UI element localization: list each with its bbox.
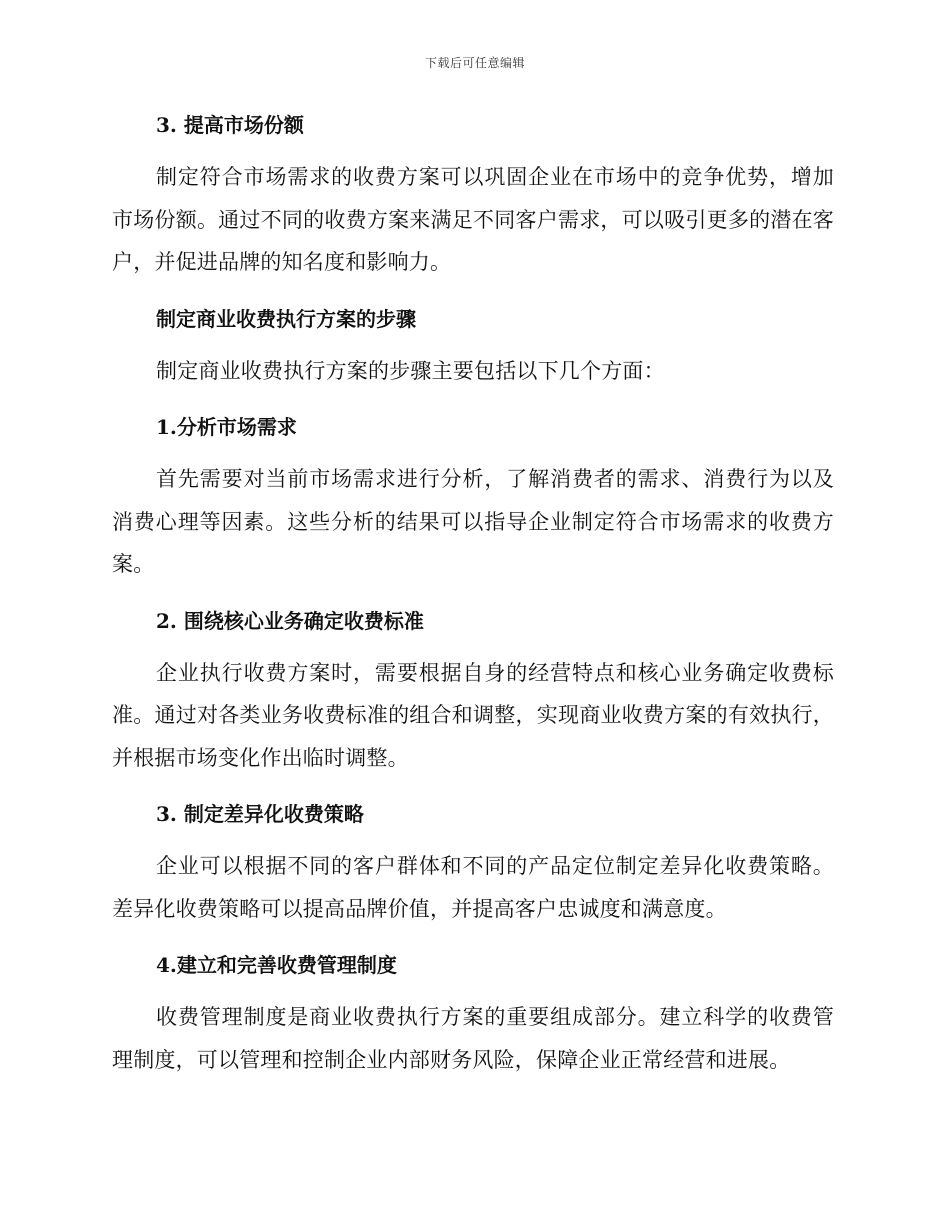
section-heading-core-business: 2. 围绕核心业务确定收费标准 <box>156 608 424 633</box>
section-heading-differentiated-pricing: 3. 制定差异化收费策略 <box>156 802 364 826</box>
section-heading-analyze-demand: 1.分析市场需求 <box>156 415 297 439</box>
paragraph-steps-intro: 制定商业收费执行方案的步骤主要包括以下几个方面： <box>156 358 665 383</box>
section-heading-steps: 制定商业收费执行方案的步骤 <box>156 306 416 331</box>
paragraph-market-share: 制定符合市场需求的收费方案可以巩固企业在市场中的竞争优势，增加市场份额。通过不同的收费方案来满足不同客户需求，可以吸引更多的潜在客户，并促进品牌的知名度和影响力。 <box>112 165 834 274</box>
section-heading-market-share: 3. 提高市场份额 <box>156 113 304 137</box>
paragraph-management-system: 收费管理制度是商业收费执行方案的重要组成部分。建立科学的收费管理制度，可以管理和控制企业内部财务风险，保障企业正常经营和进展。 <box>112 1005 834 1072</box>
paragraph-analyze-demand: 首先需要对当前市场需求进行分析，了解消费者的需求、消费行为以及消费心理等因素。这些分析的结果可以指导企业制定符合市场需求的收费方案。 <box>112 467 834 576</box>
section-heading-management-system: 4.建立和完善收费管理制度 <box>156 953 397 977</box>
page-header: 下载后可任意编辑 <box>424 56 525 70</box>
paragraph-core-business: 企业执行收费方案时，需要根据自身的经营特点和核心业务确定收费标准。通过对各类业务收费标准的组合和调整，实现商业收费方案的有效执行，并根据市场变化作出临时调整。 <box>112 660 834 770</box>
document-body <box>112 108 834 1099</box>
paragraph-differentiated-pricing: 企业可以根据不同的客户群体和不同的产品定位制定差异化收费策略。差异化收费策略可以提高品牌价值，并提高客户忠诚度和满意度。 <box>112 854 834 921</box>
